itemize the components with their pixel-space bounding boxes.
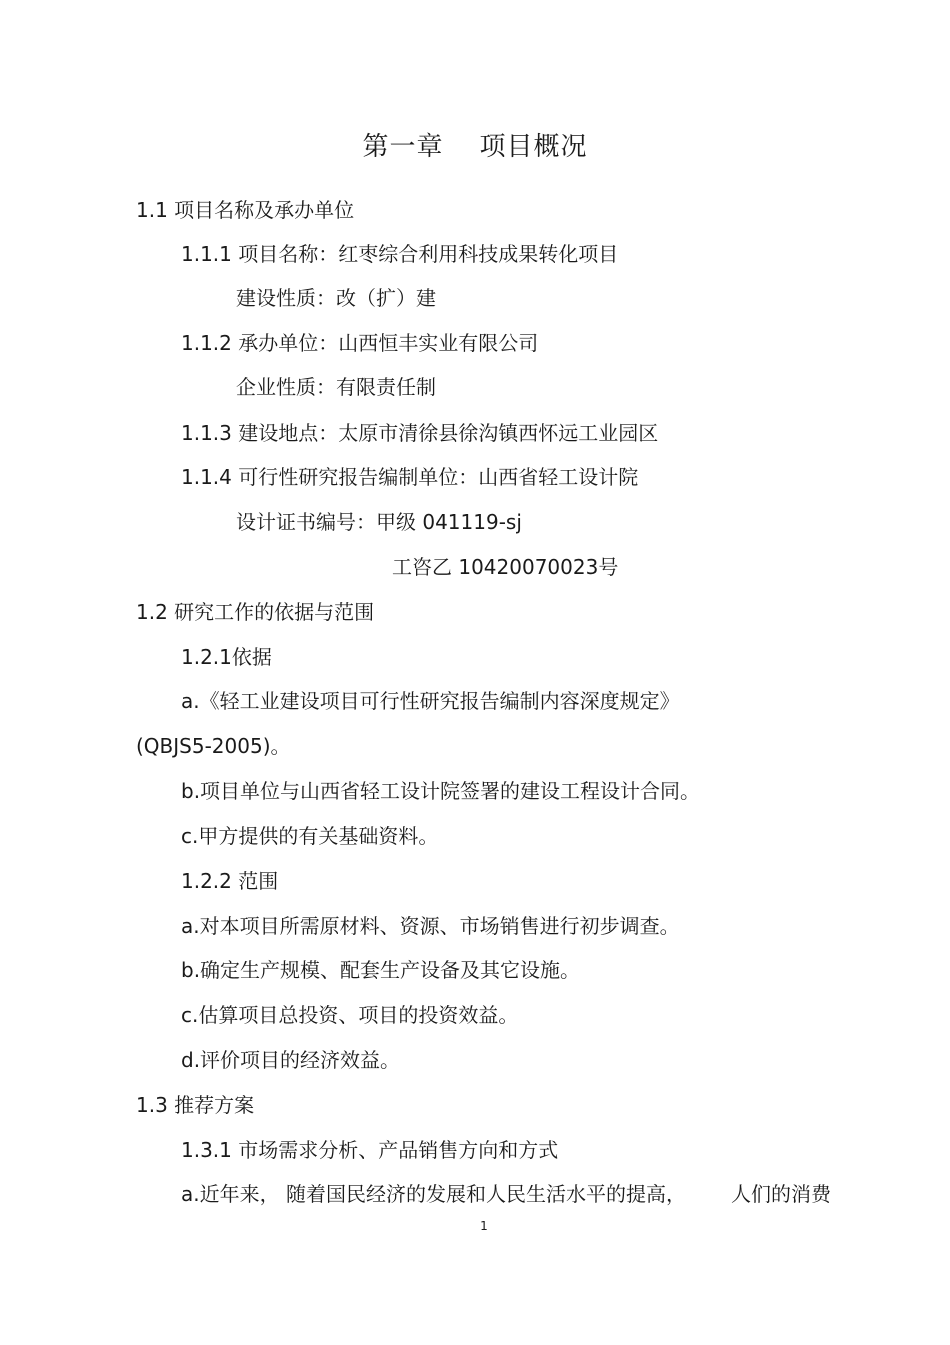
enterprise-nature: 企业性质：有限责任制 [236,375,436,399]
subsection-1-3-1: 1.3.1 市场需求分析、产品销售方向和方式 [181,1138,559,1162]
subsection-1-2-1: 1.2.1依据 [181,645,272,669]
market-paragraph-left: a.近年来， 随着国民经济的发展和人民生活水平的提高， [181,1182,686,1206]
page-number: 1 [480,1219,488,1233]
section-heading-1-2: 1.2 研究工作的依据与范围 [136,600,375,624]
market-paragraph-line [181,1182,831,1206]
subsection-1-1-2: 1.1.2 承办单位：山西恒丰实业有限公司 [181,331,539,355]
chapter-number: 第一章 [362,132,444,162]
construction-nature: 建设性质：改（扩）建 [236,286,436,310]
basis-item-a [181,689,831,713]
scope-item-a: a.对本项目所需原材料、资源、市场销售进行初步调查。 [181,914,680,938]
market-paragraph-right: 人们的消费 [731,1182,831,1206]
basis-item-a-continued: (QBJS5-2005)。 [136,734,291,758]
subsection-1-1-3: 1.1.3 建设地点：太原市清徐县徐沟镇西怀远工业园区 [181,421,659,445]
chapter-name: 项目概况 [479,132,588,162]
subsection-1-1-1: 1.1.1 项目名称：红枣综合利用科技成果转化项目 [181,242,619,266]
scope-item-c: c.估算项目总投资、项目的投资效益。 [181,1003,519,1027]
subsection-1-2-2: 1.2.2 范围 [181,869,279,893]
basis-item-b: b.项目单位与山西省轻工设计院签署的建设工程设计合同。 [181,779,701,803]
section-heading-1-3: 1.3 推荐方案 [136,1093,255,1117]
basis-item-c: c.甲方提供的有关基础资料。 [181,824,439,848]
scope-item-b: b.确定生产规模、配套生产设备及其它设施。 [181,958,581,982]
basis-item-a-text: a.《轻工业建设项目可行性研究报告编制内容深度规定》 [181,689,680,713]
scope-item-d: d.评价项目的经济效益。 [181,1048,401,1072]
section-heading-1-1: 1.1 项目名称及承办单位 [136,198,355,222]
chapter-title [0,130,950,164]
certificate-number: 设计证书编号：甲级 041119-sj [236,510,522,534]
subsection-1-1-4: 1.1.4 可行性研究报告编制单位：山西省轻工设计院 [181,465,639,489]
certificate-number-2: 工咨乙 10420070023号 [392,555,619,579]
